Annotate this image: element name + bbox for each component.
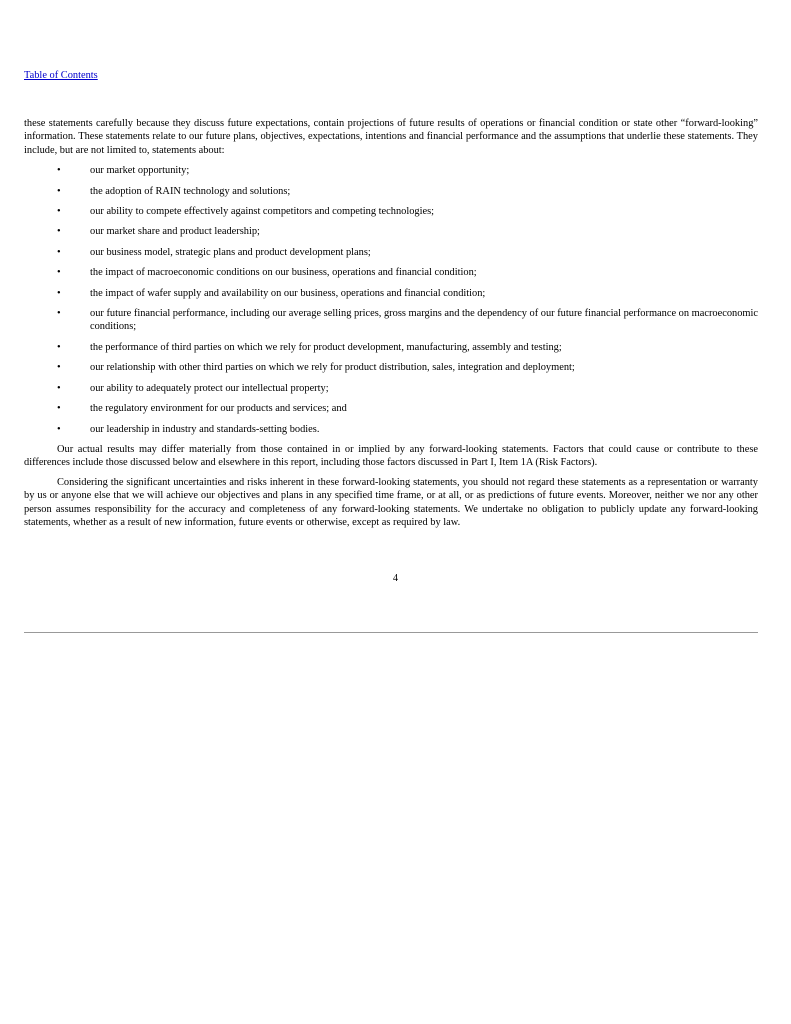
- document-body: [24, 117, 758, 529]
- bullet-icon: •: [57, 403, 61, 415]
- list-item: [24, 185, 758, 198]
- considering-paragraph: Considering the significant uncertainties and risks inherent in these forward-looking statements, you should not regard these statements as a representation or warranty by us or anyone else that we will achieve our objectives and plans in any specified time frame, or at all, or as predictions of future events. Moreover, neither we nor any other person assumes responsibility for the accuracy and completeness of any forward-looking statements. We undertake no obligation to publicly update any forward-looking statements, whether as a result of new information, future events or otherwise, except as required by law.: [24, 476, 758, 528]
- bullet-icon: •: [57, 206, 61, 218]
- list-item-text: the impact of macroeconomic conditions on our business, operations and financial condition;: [90, 267, 477, 279]
- bullet-icon: •: [57, 185, 61, 197]
- list-item: [24, 225, 758, 238]
- list-item: [24, 287, 758, 300]
- list-item-text: our market share and product leadership;: [90, 226, 260, 238]
- list-item: [24, 423, 758, 436]
- list-item: [24, 382, 758, 395]
- list-item-text: our future financial performance, including our average selling prices, gross margins and the dependency of our future financial performance on macroeconomic conditions;: [90, 308, 759, 333]
- list-item: [24, 361, 758, 374]
- bullet-icon: •: [57, 267, 61, 279]
- forward-looking-list: [24, 164, 758, 436]
- list-item: [24, 307, 758, 334]
- list-item-text: the regulatory environment for our products and services; and: [90, 403, 347, 415]
- bullet-icon: •: [57, 226, 61, 238]
- bullet-icon: •: [57, 423, 61, 435]
- list-item-text: our leadership in industry and standards-setting bodies.: [90, 423, 320, 435]
- list-item: [24, 341, 758, 354]
- actual-results-paragraph: Our actual results may differ materially from those contained in or implied by any forward-looking statements. Factors that could cause or contribute to these differences include those discussed below and elsewhere in this report, including those factors discussed in Part I, Item 1A (Risk Factors).: [24, 443, 758, 469]
- page-number: 4: [392, 573, 399, 584]
- list-item-text: our ability to compete effectively against competitors and competing technologies;: [90, 206, 435, 218]
- bullet-icon: •: [57, 341, 61, 353]
- list-item-text: the performance of third parties on which we rely for product development, manufacturing, assembly and testing;: [90, 341, 562, 353]
- list-item-text: our business model, strategic plans and product development plans;: [90, 246, 371, 258]
- list-item-text: our market opportunity;: [90, 165, 190, 177]
- bullet-icon: •: [57, 362, 61, 374]
- list-item-text: our ability to adequately protect our intellectual property;: [90, 382, 329, 394]
- list-item: [24, 402, 758, 415]
- intro-paragraph: these statements carefully because they discuss future expectations, contain projections of future results of operations or financial condition or state other “forward-looking” information. These statements relate to our future plans, objectives, expectations, intentions and financial performance and the assumptions that underlie these statements. They include, but are not limited to, statements about:: [24, 118, 758, 156]
- page-divider: [24, 632, 758, 633]
- table-of-contents-link[interactable]: Table of Contents: [24, 70, 98, 81]
- list-item: [24, 266, 758, 279]
- bullet-icon: •: [57, 382, 61, 394]
- bullet-icon: •: [57, 287, 61, 299]
- list-item: [24, 164, 758, 177]
- list-item-text: the adoption of RAIN technology and solutions;: [90, 185, 291, 197]
- bullet-icon: •: [57, 165, 61, 177]
- list-item-text: the impact of wafer supply and availability on our business, operations and financial condition;: [90, 287, 486, 299]
- bullet-icon: •: [57, 246, 61, 258]
- list-item: [24, 246, 758, 259]
- list-item: [24, 205, 758, 218]
- list-item-text: our relationship with other third parties on which we rely for product distribution, sales, integration and deployment;: [90, 362, 575, 374]
- bullet-icon: •: [57, 308, 61, 320]
